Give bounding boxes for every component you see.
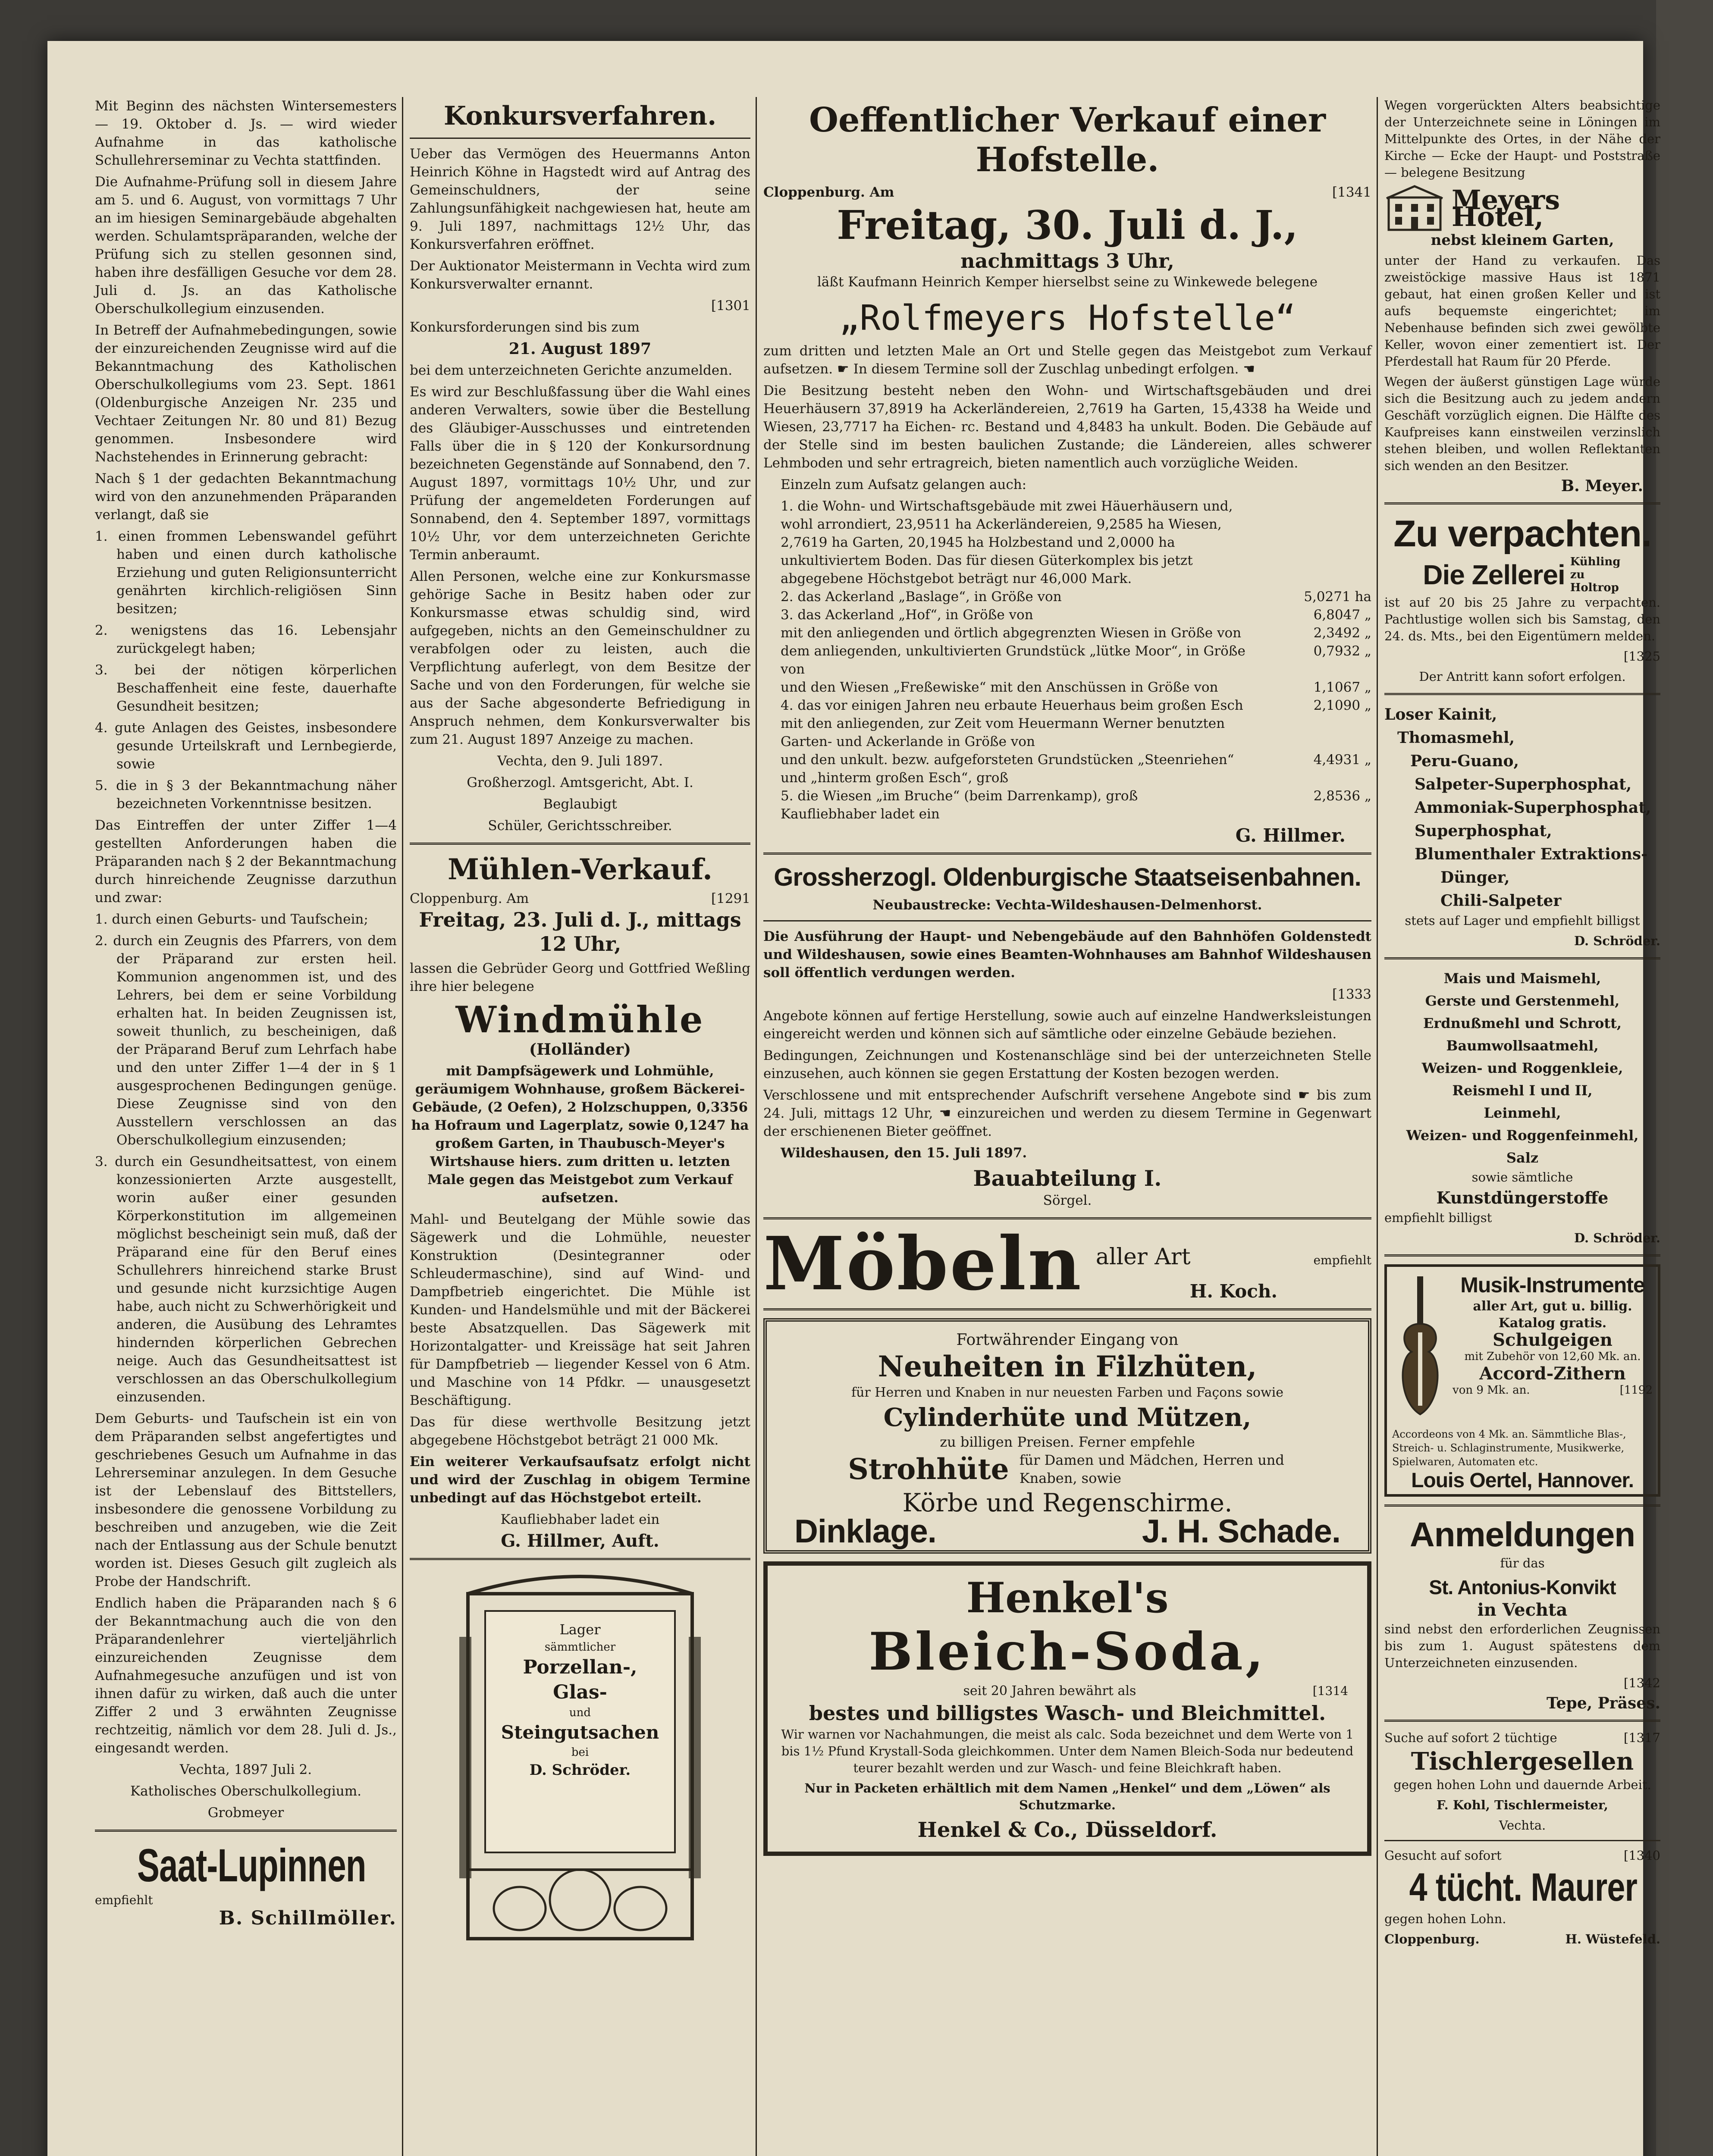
- hof-text: Kaufliebhaber ladet ein: [781, 806, 940, 822]
- divider: [1384, 693, 1660, 695]
- hof-text: zum dritten und letzten Male an Ort und Stelle gegen das Meistgebot zum Verkauf aufsetzen. ☛ In diesem Termine soll der Zuschlag unbedingt erfolgen. ☚: [763, 343, 1371, 377]
- bahn-text: Verschlossene und mit entsprechender Aufschrift versehene Angebote sind ☛ bis zum 24. Juli, mittags 12 Uhr, ☚ einzureichen und werden zu diesem Termine in Gegenwart der erschienenen Bieter geöffnet.: [763, 1087, 1371, 1139]
- column-rule: [402, 97, 403, 2156]
- hof-item: [781, 696, 1371, 751]
- divider: [1384, 1840, 1660, 1841]
- porzellan-line: D. Schröder.: [529, 1761, 631, 1779]
- hof-item-value: 6,8047 „: [1313, 607, 1371, 623]
- bahn-text: Bedingungen, Zeichnungen und Kostenanschläge sind bei der unterzeichneten Stelle einzusehen, auch können sie gegen Erstattung der Kosten bezogen werden.: [763, 1048, 1371, 1081]
- henkel-ad: [763, 1561, 1371, 1856]
- mais-emp: empfiehlt billigst: [1384, 1210, 1492, 1225]
- hof-item-value: 4,4931 „: [1313, 752, 1371, 768]
- hof-item-text: 3. das Ackerland „Hof“, in Größe von: [781, 607, 1033, 623]
- bahn-signer: Sörgel.: [1043, 1193, 1092, 1208]
- konvikt-place: in Vechta: [1477, 1600, 1568, 1620]
- hotel-text: Wegen vorgerückten Alters beabsichtige der Unterzeichnete seine in Löningen im Mittelpunkte des Ortes, in der Nähe der Kirche — Ecke der Haupt- und Poststraße — belegene Besitzung: [1384, 98, 1660, 180]
- bahn-title: Grossherzogl. Oldenburgische Staatseisenbahnen.: [774, 863, 1361, 891]
- musik-text: Accordeons von 4 Mk. an. Sämmtliche Blas-, Streich- u. Schlaginstrumente, Musikwerke, Spielwaren, Automaten etc.: [1392, 1428, 1626, 1468]
- schade-sign: J. H. Schade.: [1142, 1513, 1340, 1550]
- mais-item: Baumwollsaatmehl,: [1446, 1037, 1599, 1054]
- muehle-sub: (Holländer): [529, 1040, 631, 1059]
- hof-text: Einzeln zum Aufsatz gelangen auch:: [781, 477, 1027, 492]
- hof-item-text: und den Wiesen „Freßewiske“ mit den Anschüssen in Größe von: [781, 680, 1218, 695]
- hof-item: [781, 624, 1371, 642]
- list-item: 3. bei der nötigen körperlichen Beschaffenheit eine feste, dauerhafte Gesundheit besitzen;: [95, 662, 397, 714]
- schade-line: zu billigen Preisen. Ferner empfehle: [940, 1434, 1195, 1450]
- konkurs-text: Es wird zur Beschlußfassung über die Wahl eines anderen Verwalters, sowie über die Bestellung des Gläubiger-Ausschusses und eintretenden Falls über die in § 120 der Konkursordnung bezeichneten Gegenstände auf Sonnabend, den 7. August 1897, vormittags 10½ Uhr, und zur Prüfung der angemeldeten Forderungen auf Sonnabend, den 4. September 1897, vormittags 10½ Uhr, vor dem unterzeichneten Gerichte Termin anberaumt.: [410, 384, 750, 563]
- musik-text: aller Art, gut u. billig. Katalog gratis.: [1473, 1299, 1632, 1331]
- konkurs-date1: 21. August 1897: [508, 340, 652, 358]
- hof-text: läßt Kaufmann Heinrich Kemper hierselbst seine zu Winkewede belegene: [817, 274, 1318, 290]
- konkurs-date: Vechta, den 9. Juli 1897.: [497, 753, 663, 769]
- konkurs-sign: Schüler, Gerichtsschreiber.: [488, 818, 672, 834]
- musik-title: Musik-Instrumente: [1460, 1273, 1645, 1297]
- list-item: 1. einen frommen Lebenswandel geführt haben und einen durch katholische Erziehung und guten Religionsunterricht genährten kirchlich-religiösen Sinn besitzen;: [95, 529, 397, 617]
- seminar-issuer: Katholisches Oberschulkollegium.: [130, 1783, 362, 1799]
- hof-item: [781, 787, 1371, 805]
- mais-item: Weizen- und Roggenkleie,: [1421, 1060, 1623, 1076]
- duenger-item: Dünger,: [1440, 868, 1510, 887]
- duenger-list: [1384, 703, 1660, 912]
- hof-item-value: 2,8536 „: [1313, 788, 1371, 804]
- divider: [1384, 1254, 1660, 1257]
- hotel-garden: nebst kleinem Garten,: [1431, 232, 1614, 249]
- porzellan-line: Lager: [559, 1621, 601, 1638]
- bahn-text: Die Ausführung der Haupt- und Nebengebäude auf den Bahnhöfen Goldenstedt und Wildeshausen, sowie eines Beamten-Wohnhauses am Bahnhof Wildeshausen soll öffentlich verdungen werden.: [763, 929, 1371, 981]
- mais-item: Salz: [1506, 1150, 1539, 1166]
- schade-line: Körbe und Regenschirme.: [902, 1488, 1233, 1517]
- muehle-sign: G. Hillmer, Auft.: [501, 1531, 659, 1551]
- muehle-title: Mühlen-Verkauf.: [447, 852, 713, 886]
- henkel-title: Henkel's: [966, 1573, 1169, 1622]
- bahn-sign: Bauabteilung I.: [973, 1166, 1162, 1191]
- maurer-sign: H. Wüstefeld.: [1565, 1932, 1660, 1946]
- pacht-ref: [1325: [1623, 649, 1660, 664]
- moebel-emp: empfiehlt: [1313, 1253, 1371, 1267]
- konvikt-title: Anmeldungen: [1409, 1515, 1635, 1554]
- muehle-date: Freitag, 23. Juli d. J., mittags 12 Uhr,: [419, 908, 741, 956]
- maurer-text: gegen hohen Lohn.: [1384, 1912, 1506, 1926]
- porzellan-line: sämmtlicher: [544, 1641, 616, 1654]
- musik-text: von 9 Mk. an.: [1453, 1384, 1530, 1397]
- seminar-proof-intro: Das Eintreffen der unter Ziffer 1—4 gestellten Anforderungen haben die Präparanden nach § 2 der Bekanntmachung durch hinreichende Zeugnisse darzuthun und zwar:: [95, 818, 397, 906]
- hof-item: [781, 588, 1371, 606]
- maurer-title: 4 tücht. Maurer: [1409, 1865, 1638, 1909]
- requirements-list: [95, 527, 397, 813]
- divider: [1384, 957, 1660, 959]
- tischler-text: Suche auf sofort 2 tüchtige: [1384, 1730, 1557, 1745]
- konkurs-ref: [1301: [711, 298, 750, 313]
- duenger-item: Chili-Salpeter: [1440, 892, 1562, 910]
- pacht-text: ist auf 20 bis 25 Jahre zu verpachten. Pachtlustige wollen sich bis Samstag, den 24. ds. Mts., bei den Eigentümern melden.: [1384, 595, 1660, 643]
- moebel-art: aller Art: [1095, 1244, 1191, 1270]
- divider: [1384, 1720, 1660, 1722]
- hof-item: [781, 606, 1371, 624]
- schade-line: für Damen und Mädchen, Herren und Knaben, sowie: [1019, 1452, 1284, 1486]
- musik-text: mit Zubehör von 12,60 Mk. an.: [1464, 1350, 1641, 1363]
- pacht-text: Der Antritt kann sofort erfolgen.: [1419, 669, 1626, 684]
- muehle-big: Windmühle: [455, 998, 705, 1041]
- mais-item: Mais und Maismehl,: [1443, 970, 1601, 987]
- konkurs-text: bei dem unterzeichneten Gerichte anzumelden.: [410, 363, 733, 378]
- divider: [410, 1558, 750, 1560]
- column-seminar: [95, 97, 397, 2156]
- pacht-sub: Die Zellerei: [1423, 559, 1565, 590]
- mais-item: Gerste und Gerstenmehl,: [1425, 993, 1620, 1009]
- hof-place: Cloppenburg. Am: [763, 185, 894, 200]
- porzellan-line: Porzellan-,: [523, 1656, 637, 1678]
- duenger-item: Salpeter-Superphosphat,: [1415, 775, 1632, 793]
- column-rule: [1377, 97, 1378, 2156]
- column-konkurs: [410, 97, 750, 2156]
- divider: [1384, 502, 1660, 505]
- divider: [763, 920, 1371, 921]
- duenger-stets: stets auf Lager und empfiehlt billigst: [1405, 913, 1640, 928]
- moebel-ad: [763, 1221, 1371, 1307]
- seminar-conditions: In Betreff der Aufnahmebedingungen, sowie der einzureichenden Zeugnisse wird auf die Bekanntmachung des Katholischen Oberschulkollegiums vom 23. Sept. 1861 (Oldenburgische Anzeigen Nr. 235 und Vechtaer Zeitungen Nr. 80 und 81) Bezug genommen. Insbesondere wird Nachstehendes in Erinnerung gebracht:: [95, 323, 397, 465]
- hof-text: Die Besitzung besteht neben den Wohn- und Wirtschaftsgebäuden und drei Heuerhäusern 37,8919 ha Ackerländereien, 2,7619 ha Garten, 15,4338 ha Weide und Wiesen, 23,7717 ha Eichen- rc. Bestand und 4,8483 ha unkult. Boden. Die Gebäude auf der Stelle sind im besten baulichen Zustande; die Ländereien, alles schwerer Lehmboden und sehr ertragreich, bieten namentlich auch vorzügliche Weiden.: [763, 383, 1371, 471]
- hof-item-value: 2,1090 „: [1313, 698, 1371, 713]
- saat-sub: empfiehlt: [95, 1893, 153, 1907]
- hotel-sign: B. Meyer.: [1561, 477, 1643, 495]
- bahn-date: Wildeshausen, den 15. Juli 1897.: [781, 1145, 1027, 1161]
- tischler-text: gegen hohen Lohn und dauernde Arbeit.: [1393, 1777, 1651, 1792]
- list-item: 3. durch ein Gesundheitsattest, von einem konzessionierten Arzte ausgestellt, worin außer einer gesunden Körperkonstitution im allgemeinen möglichst bescheinigt sein muß, daß der Präparand eine für den Beruf eines Schullehrers hinreichend starke Brust und gesunde nicht kurzsichtige Augen habe, auch nicht zu Schwerhörigkeit und anderen, die Ausübung des Lehramtes hindernden körperlichen Gebrechen neige. Auch das Gesundheitsattest ist verschlossen an das Oberschulkollegium einzusenden.: [95, 1154, 397, 1405]
- hotel-text: Wegen der äußerst günstigen Lage würde sich die Besitzung auch zu jedem andern Geschäft vorzüglich eignen. Die Hälfte des Kaufpreises kann einstweilen verzinslich stehen bleiben, und wollen Reflektanten sich wenden an den Besitzer.: [1384, 374, 1660, 473]
- list-item: 4. gute Anlagen des Geistes, insbesondere gesunde Urteilskraft und Lernbegierde, sowie: [95, 720, 397, 772]
- seminar-application: Dem Geburts- und Taufschein ist ein von dem Präparanden selbst angefertigtes und geschriebenes Gesuch um Aufnahme in das Lehrerseminar anzulegen. In dem Gesuche ist der Lebenslauf des Bittstellers, insbesondere die genossene Vorbildung zu beschreiben und anzugeben, wie die Zeit nach der Entlassung aus der Schule benutzt worden ist. Dieses Gesuch gilt zugleich als Probe der Handschrift.: [95, 1411, 397, 1589]
- henkel-best: bestes und billigstes Wasch- und Bleichmittel.: [809, 1702, 1326, 1725]
- hof-date: Freitag, 30. Juli d. J.,: [837, 202, 1298, 248]
- mais-item: Reismehl I und II,: [1452, 1082, 1593, 1099]
- seminar-final: Endlich haben die Präparanden nach § 6 der Bekanntmachung auch die von den Präparandenlehrer vierteljährlich einzureichenden Zeugnisse dem Aufnahmegesuche anzufügen und ist von ihnen dafür zu wirken, daß auch die unter Ziffer 2 und 3 erwähnten Zeugnisse rechtzeitig, nämlich vor dem 28. Juli d. Js., eingesandt werden.: [95, 1595, 397, 1756]
- henkel-ref: [1314: [1312, 1684, 1348, 1698]
- schade-ad: [763, 1318, 1371, 1554]
- seminar-intro: Mit Beginn des nächsten Wintersemesters — 19. Oktober d. Js. — wird wieder Aufnahme in das katholische Schullehrerseminar zu Vechta stattfinden.: [95, 98, 397, 168]
- porzellan-line: Steingutsachen: [501, 1722, 659, 1743]
- maurer-ref: [1340: [1623, 1848, 1660, 1863]
- mais-sowie: sowie sämtliche: [1471, 1170, 1573, 1185]
- column-hofstelle: [763, 97, 1371, 2156]
- mais-item: Leinmehl,: [1484, 1105, 1561, 1121]
- muehle-text: Mahl- und Beutelgang der Mühle sowie das Sägewerk und die Lohmühle, neuester Konstruktion (Desintegranner oder Schleudermaschine), sind auf Wind- und Dampfbetrieb eingerichtet. Die Mühle ist Kunden- und Handelsmühle und mit der Bäckerei beste Absatzquellen. Das Sägewerk mit Horizontalgatter- und Kreissäge hat seit Jahren für Dampfbetrieb — liegender Kessel von 6 Atm. und Maschine von 14 Pfdkr. — unausgesetzt Beschäftigung.: [410, 1212, 750, 1408]
- muehle-text: Kaufliebhaber ladet ein: [500, 1512, 660, 1527]
- musik-ref: [1192: [1619, 1384, 1653, 1397]
- duenger-item: Superphosphat,: [1415, 822, 1552, 840]
- henkel-since: seit 20 Jahren bewährt als: [963, 1683, 1136, 1698]
- hof-item-text: mit den anliegenden und örtlich abgegrenzten Wiesen in Größe von: [781, 625, 1242, 641]
- konkurs-text: Allen Personen, welche eine zur Konkursmasse gehörige Sache in Besitz haben oder zur Konkursmasse etwas schuldig sind, wird aufgegeben, nichts an den Gemeinschuldner zu verabfolgen oder zu leisten, auch die Verpflichtung auferlegt, von dem Besitze der Sache und von den Forderungen, für welche sie aus der Sache abgesonderte Befriedigung in Anspruch nehmen, dem Konkursverwalter bis zum 21. August 1897 Anzeige zu machen.: [410, 569, 750, 747]
- column-right: [1384, 97, 1660, 2156]
- hof-item-value: 0,7932 „: [1313, 643, 1371, 659]
- divider: [763, 852, 1371, 855]
- hof-item: [781, 678, 1371, 696]
- hof-item: [781, 751, 1371, 787]
- hof-items: [763, 497, 1371, 805]
- hof-time: nachmittags 3 Uhr,: [960, 249, 1174, 273]
- seminar-exam: Die Aufnahme-Prüfung soll in diesem Jahre am 5. und 6. August, von vormittags 7 Uhr an im hiesigen Seminargebäude abgehalten werden. Schulamtspräparanden, welche der Prüfung sich zu stellen gesonnen sind, haben ihre desfälligen Gesuche vor dem 28. Juli d. Js. an das Katholische Oberschulkollegium einzusenden.: [95, 174, 397, 317]
- duenger-item: Peru-Guano,: [1410, 752, 1519, 770]
- muehle-place: Cloppenburg. Am: [410, 891, 529, 906]
- mais-sign: D. Schröder.: [1574, 1231, 1660, 1245]
- pacht-place: Kühling zu Holtrop: [1570, 555, 1621, 594]
- duenger-item: Loser Kainit,: [1384, 705, 1497, 724]
- list-item: 1. durch einen Geburts- und Taufschein;: [95, 912, 368, 927]
- divider: [410, 138, 750, 139]
- hof-item: [781, 642, 1371, 678]
- divider: [95, 1830, 397, 1832]
- divider: [763, 1217, 1371, 1219]
- saat-title: Saat-Lupinnen: [137, 1839, 366, 1891]
- bahn-sub: Neubaustrecke: Vechta-Wildeshausen-Delmenhorst.: [872, 897, 1262, 913]
- konkurs-title: Konkursverfahren.: [443, 101, 717, 131]
- muehle-text-bold: mit Dampfsägewerk und Lohmühle, geräumigem Wohnhause, großem Bäckerei-Gebäude, (2 Oefen), 2 Holzschuppen, 0,3356 ha Hofraum und Lagerplatz, sowie 0,1247 ha großem Garten, in Thaubusch-Meyer's Wirtshause hiers. zum dritten u. letzten Male gegen das Meistgebot zum Verkauf aufsetzen.: [411, 1063, 749, 1206]
- konkurs-text: Der Auktionator Meistermann in Vechta wird zum Konkursverwalter ernannt.: [410, 258, 750, 292]
- porzellan-line: und: [569, 1706, 591, 1719]
- list-item: 2. wenigstens das 16. Lebensjahr zurückgelegt haben;: [95, 623, 397, 656]
- muehle-text: Das für diese werthvolle Besitzung jetzt abgegebene Höchstgebot beträgt 21 000 Mk.: [410, 1414, 750, 1448]
- konvikt-name: St. Antonius-Konvikt: [1429, 1576, 1616, 1598]
- scan-background-strip: [1656, 0, 1713, 2156]
- henkel-nur: Nur in Packeten erhältlich mit dem Namen „Henkel“ und dem „Löwen“ als Schutzmarke.: [804, 1781, 1330, 1812]
- hof-item-text: 1. die Wohn- und Wirtschaftsgebäude mit zwei Häuerhäusern und, wohl arrondiert, 23,9511 ha Ackerländereien, 9,2585 ha Wiesen, 2,7619 ha Garten, 20,1945 ha Holzbestand und 2,0000 ha unkultiviertem Boden. Das für diesen Güterkomplex bis jetzt abgegebene Höchstgebot beträgt nur 46,000 Mark.: [781, 498, 1233, 586]
- hof-item-text: 4. das vor einigen Jahren neu erbaute Heuerhaus beim großen Esch mit den anliegenden, zur Zeit vom Heuermann Werner benutzten Garten- und Ackerlande in Größe von: [781, 698, 1243, 749]
- seminar-date: Vechta, 1897 Juli 2.: [179, 1762, 312, 1777]
- list-item: 2. durch ein Zeugnis des Pfarrers, von dem der Präparand zur ersten heil. Kommunion angenommen ist, und des Lehrers, bei dem er seine Vorbildung erhalten hat. In beiden Zeugnissen ist, soweit thunlich, zu bescheinigen, daß der Präparand Beruf zum Lehrfach habe und den unter Ziffer 1—4 der in § 1 ausgesprochenen Bedingungen genüge. Diese Zeugnisse sind von den Ausstellern verschlossen an das Oberschulkollegium einzusenden;: [95, 933, 397, 1148]
- pacht-title: Zu verpachten.: [1393, 513, 1651, 555]
- mais-item: Erdnußmehl und Schrott,: [1423, 1015, 1622, 1031]
- henkel-big: Bleich-Soda,: [869, 1621, 1266, 1682]
- hotel-name: Meyers Hotel,: [1452, 184, 1560, 232]
- schade-line: Cylinderhüte und Mützen,: [883, 1403, 1252, 1432]
- tischler-place: Vechta.: [1499, 1818, 1546, 1833]
- list-item: 5. die in § 3 der Bekanntmachung näher bezeichneten Vorkenntnisse besitzen.: [95, 778, 397, 812]
- moebel-big: Möbeln: [763, 1221, 1083, 1307]
- bahn-text: Angebote können auf fertige Herstellung, sowie auch auf einzelne Handwerksleistungen eingereicht werden und können sich auf sämtliche oder einzelne Gebäude beziehen.: [763, 1008, 1371, 1042]
- konvikt-sign: Tepe, Präses.: [1546, 1694, 1660, 1712]
- tischler-title: Tischlergesellen: [1411, 1747, 1634, 1776]
- musik-schul: Schulgeigen: [1493, 1330, 1613, 1350]
- violin-icon: [1392, 1272, 1448, 1427]
- musik-ad: [1384, 1264, 1660, 1497]
- tischler-ref: [1317: [1623, 1730, 1660, 1745]
- seminar-signer: Grobmeyer: [207, 1805, 284, 1821]
- muehle-text: lassen die Gebrüder Georg und Gottfried Weßling ihre hier belegene: [410, 961, 750, 994]
- hof-item-text: 5. die Wiesen „im Bruche“ (beim Darrenkamp), groß: [781, 788, 1138, 804]
- porzellan-ad: [459, 1568, 701, 1952]
- mais-kunst: Kunstdüngerstoffe: [1436, 1188, 1609, 1207]
- mais-list: [1384, 967, 1660, 1169]
- maurer-place: Cloppenburg.: [1384, 1932, 1480, 1946]
- konkurs-text: Konkursforderungen sind bis zum: [410, 320, 640, 335]
- moebel-sign: H. Koch.: [1189, 1281, 1278, 1302]
- henkel-sign: Henkel & Co., Düsseldorf.: [917, 1818, 1217, 1842]
- porzellan-line: bei: [571, 1746, 589, 1759]
- proof-list: [95, 910, 397, 1406]
- schade-line: Fortwährender Eingang von: [956, 1331, 1179, 1349]
- mais-item: Weizen- und Roggenfeinmehl,: [1406, 1127, 1639, 1144]
- hof-item-value: 1,1067 „: [1313, 680, 1371, 695]
- musik-accord: Accord-Zithern: [1479, 1363, 1626, 1384]
- hotel-heading: [1384, 185, 1660, 232]
- schade-line: für Herren und Knaben in nur neuesten Farben und Façons sowie: [851, 1385, 1283, 1400]
- schade-line: Neuheiten in Filzhüten,: [878, 1350, 1257, 1383]
- schade-place: Dinklage.: [794, 1513, 936, 1550]
- porzellan-line: Glas-: [553, 1681, 607, 1703]
- hof-sign: G. Hillmer.: [1235, 825, 1346, 846]
- musik-sign: Louis Oertel, Hannover.: [1411, 1469, 1634, 1492]
- duenger-sign: D. Schröder.: [1574, 934, 1660, 948]
- hof-name: „Rolfmeyers Hofstelle“: [839, 298, 1296, 338]
- hof-title: Oeffentlicher Verkauf einer Hofstelle.: [809, 100, 1326, 179]
- newspaper-page: [47, 41, 1660, 2156]
- konvikt-fuer: für das: [1500, 1556, 1545, 1570]
- konkurs-court: Großherzogl. Amtsgericht, Abt. I.: [467, 775, 693, 790]
- konvikt-ref: [1342: [1623, 1676, 1660, 1690]
- hof-item-text: und den unkult. bezw. aufgeforsteten Grundstücken „Steenriehen“ und „hinterm großen Esch“, groß: [781, 752, 1234, 786]
- hof-item-text: 2. das Ackerland „Baslage“, in Größe von: [781, 589, 1062, 605]
- hotel-text: unter der Hand zu verkaufen. Das zweistöckige massive Haus ist 1871 gebaut, hat einen großen Keller und ist aufs bequemste eingerichtet; im Nebenhause befinden sich zwei gewölbte Keller, wovon einer zementiert ist. Der Pferdestall hat Raum für 20 Pferde.: [1384, 253, 1660, 369]
- column-rule: [756, 97, 757, 2156]
- muehle-text-bold: Ein weiterer Verkaufsaufsatz erfolgt nicht und wird der Zuschlag in obigem Termine unbedingt auf das Höchstgebot erteilt.: [410, 1454, 750, 1506]
- hof-item: [781, 497, 1371, 588]
- divider: [410, 843, 750, 845]
- bahn-ref: [1333: [1332, 987, 1371, 1002]
- duenger-item: Thomasmehl,: [1397, 729, 1515, 747]
- saat-sign: B. Schillmöller.: [219, 1907, 397, 1929]
- maurer-text: Gesucht auf sofort: [1384, 1848, 1502, 1863]
- divider: [763, 1308, 1371, 1310]
- konvikt-text: sind nebst den erforderlichen Zeugnissen bis zum 1. August spätestens dem Unterzeichneten einzusenden.: [1384, 1622, 1660, 1670]
- schade-line: Strohhüte: [848, 1452, 1009, 1486]
- henkel-warn: Wir warnen vor Nachahmungen, die meist als calc. Soda bezeichnet und dem Werte von 1 bis 1½ Pfund Krystall-Soda gleichkommen. Unter dem Namen Bleich-Soda nur bedeutend teurer bezahlt werden und zur Wasch- und feine Bleichkraft haben.: [781, 1727, 1354, 1775]
- hof-item-value: 2,3492 „: [1313, 625, 1371, 641]
- divider: [1384, 1504, 1660, 1507]
- tischler-sign: F. Kohl, Tischlermeister,: [1436, 1798, 1609, 1812]
- duenger-item: Blumenthaler Extraktions-: [1415, 845, 1648, 863]
- hotel-building-icon: [1384, 185, 1445, 232]
- konkurs-text: Ueber das Vermögen des Heuermanns Anton Heinrich Köhne in Hagstedt wird auf Antrag des Gemeinschuldners, der seine Zahlungsunfähigkeit nachgewiesen hat, heute am 9. Juli 1897, nachmittags 12½ Uhr, das Konkursverfahren eröffnet.: [410, 146, 750, 252]
- konkurs-beglaubigt: Beglaubigt: [543, 796, 617, 812]
- seminar-requirements-intro: Nach § 1 der gedachten Bekanntmachung wird von den anzunehmenden Präparanden verlangt, daß sie: [95, 471, 397, 523]
- duenger-item: Ammoniak-Superphosphat,: [1415, 799, 1651, 817]
- hof-item-text: dem anliegenden, unkultivierten Grundstück „lütke Moor“, in Größe von: [781, 643, 1246, 677]
- hof-ref: [1341: [1332, 185, 1371, 200]
- muehle-ref: [1291: [711, 891, 750, 906]
- hof-item-value: 5,0271 ha: [1304, 589, 1371, 605]
